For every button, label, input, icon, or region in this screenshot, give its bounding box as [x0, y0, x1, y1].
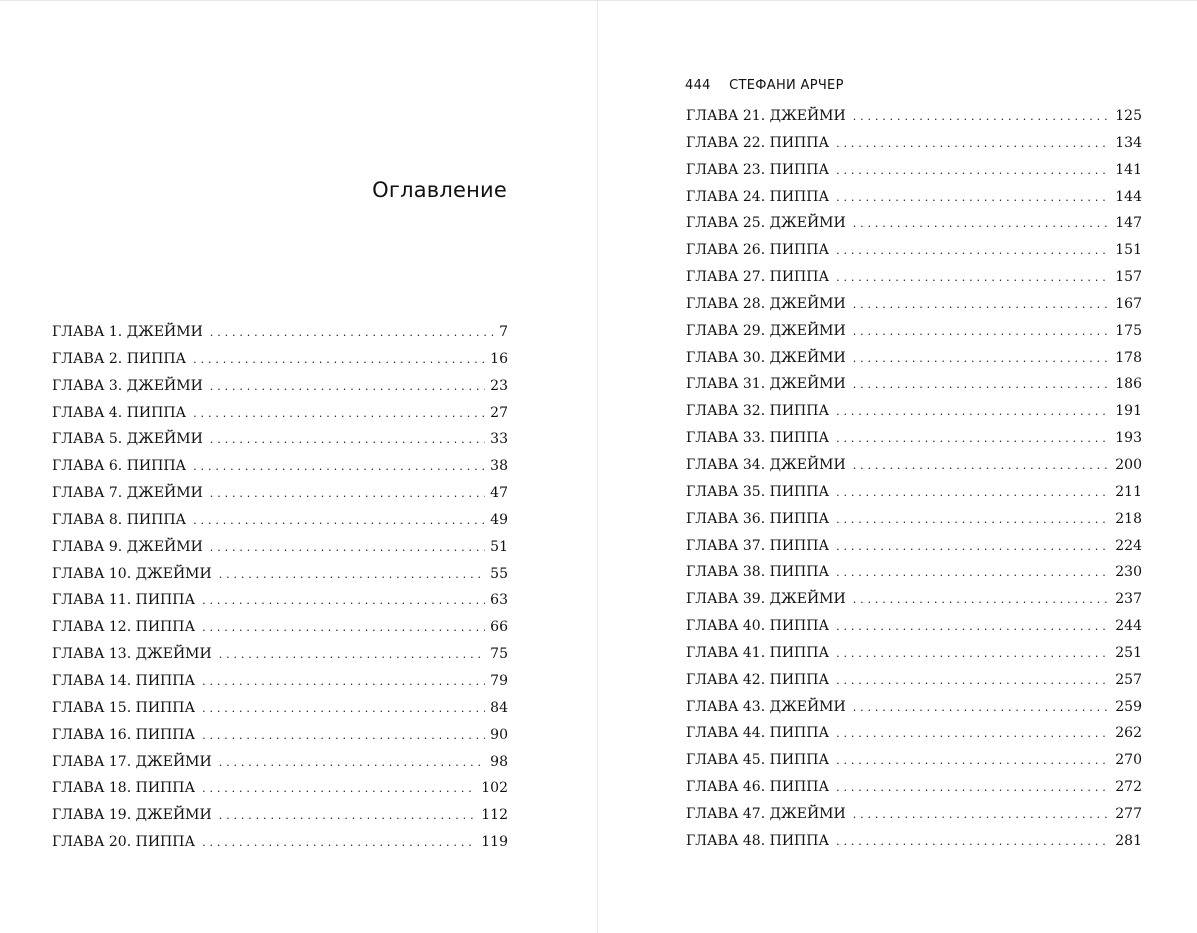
toc-dot-leader: [853, 371, 1111, 398]
toc-dot-leader: [853, 801, 1111, 828]
toc-entry: [686, 479, 1142, 506]
toc-dot-leader: [836, 264, 1110, 291]
toc-entry-label: ГЛАВА 15. ПИППА: [52, 699, 196, 716]
toc-entry-label: ГЛАВА 27. ПИППА: [686, 269, 830, 286]
toc-entry-label: ГЛАВА 38. ПИППА: [686, 564, 830, 581]
toc-dot-leader: [219, 561, 485, 588]
toc-dot-leader: [210, 534, 485, 561]
toc-dot-leader: [202, 587, 485, 614]
toc-entry-label: ГЛАВА 47. ДЖЕЙМИ: [686, 805, 846, 822]
toc-entry-label: ГЛАВА 28. ДЖЕЙМИ: [686, 295, 846, 312]
toc-entry: [52, 829, 508, 856]
toc-entry: [686, 667, 1142, 694]
toc-entry: [52, 426, 508, 453]
toc-entry: [686, 103, 1142, 130]
toc-entry-label: ГЛАВА 6. ПИППА: [52, 458, 187, 475]
toc-entry-label: ГЛАВА 31. ДЖЕЙМИ: [686, 376, 846, 393]
toc-dot-leader: [853, 318, 1111, 345]
toc-dot-leader: [193, 507, 485, 534]
toc-dot-leader: [202, 695, 485, 722]
toc-entry-label: ГЛАВА 37. ПИППА: [686, 537, 830, 554]
toc-entry: [686, 559, 1142, 586]
toc-entry-label: ГЛАВА 16. ПИППА: [52, 726, 196, 743]
toc-entry-page: 119: [481, 834, 508, 851]
toc-entry-page: 112: [481, 807, 508, 824]
toc-entry-page: 47: [490, 485, 508, 502]
toc-entry-label: ГЛАВА 9. ДЖЕЙМИ: [52, 538, 203, 555]
toc-dot-leader: [202, 829, 476, 856]
toc-entry: [686, 586, 1142, 613]
toc-entry: [686, 157, 1142, 184]
toc-entry-page: 98: [490, 753, 508, 770]
toc-entry-page: 79: [490, 672, 508, 689]
toc-entry: [52, 668, 508, 695]
toc-entry-page: 23: [490, 377, 508, 394]
toc-dot-leader: [853, 291, 1111, 318]
toc-dot-leader: [853, 452, 1111, 479]
toc-entry: [52, 561, 508, 588]
toc-entry-label: ГЛАВА 41. ПИППА: [686, 644, 830, 661]
toc-entry-page: 175: [1115, 322, 1142, 339]
toc-entry-label: ГЛАВА 2. ПИППА: [52, 350, 187, 367]
toc-entry-page: 63: [490, 592, 508, 609]
toc-dot-leader: [836, 747, 1110, 774]
toc-dot-leader: [836, 828, 1110, 855]
toc-entry: [686, 452, 1142, 479]
toc-entry-page: 75: [490, 646, 508, 663]
toc-dot-leader: [193, 346, 485, 373]
toc-entry-page: 157: [1115, 269, 1142, 286]
toc-entry: [686, 613, 1142, 640]
toc-entry: [686, 318, 1142, 345]
toc-entry: [52, 507, 508, 534]
toc-entry-page: 193: [1115, 430, 1142, 447]
toc-entry: [686, 801, 1142, 828]
toc-entry-page: 200: [1115, 456, 1142, 473]
toc-entry-page: 262: [1115, 725, 1142, 742]
toc-dot-leader: [836, 613, 1110, 640]
toc-entry-page: 33: [490, 431, 508, 448]
toc-entry-page: 16: [490, 350, 508, 367]
toc-entry-page: 281: [1115, 832, 1142, 849]
toc-entry-label: ГЛАВА 8. ПИППА: [52, 511, 187, 528]
toc-entry: [686, 264, 1142, 291]
toc-title: Оглавление: [372, 178, 507, 202]
toc-entry-page: 277: [1115, 805, 1142, 822]
right-page: [598, 1, 1197, 933]
toc-entry-page: 218: [1115, 510, 1142, 527]
toc-entry-page: 251: [1115, 644, 1142, 661]
toc-entry: [52, 453, 508, 480]
toc-entry: [686, 533, 1142, 560]
running-head: [685, 77, 844, 95]
toc-dot-leader: [853, 210, 1111, 237]
toc-entry-label: ГЛАВА 13. ДЖЕЙМИ: [52, 646, 212, 663]
toc-entry: [686, 425, 1142, 452]
toc-entry-page: 102: [481, 780, 508, 797]
toc-entry-label: ГЛАВА 40. ПИППА: [686, 618, 830, 635]
toc-entry-label: ГЛАВА 35. ПИППА: [686, 483, 830, 500]
toc-entry-label: ГЛАВА 1. ДЖЕЙМИ: [52, 324, 203, 340]
toc-entry: [686, 130, 1142, 157]
toc-entry: [52, 775, 508, 802]
left-toc-list: [52, 319, 508, 856]
toc-dot-leader: [202, 722, 485, 749]
toc-entry-label: ГЛАВА 11. ПИППА: [52, 592, 196, 609]
toc-entry-page: 90: [490, 726, 508, 743]
toc-entry-page: 151: [1115, 242, 1142, 259]
toc-entry-label: ГЛАВА 48. ПИППА: [686, 832, 830, 849]
toc-dot-leader: [836, 184, 1110, 211]
toc-dot-leader: [836, 157, 1110, 184]
toc-dot-leader: [219, 641, 485, 668]
toc-entry-page: 178: [1115, 349, 1142, 366]
toc-dot-leader: [210, 373, 485, 400]
toc-entry: [686, 210, 1142, 237]
toc-entry: [52, 802, 508, 829]
toc-dot-leader: [202, 775, 476, 802]
toc-entry-page: 134: [1115, 134, 1142, 151]
right-toc-list: [686, 103, 1142, 855]
toc-entry-label: ГЛАВА 12. ПИППА: [52, 619, 196, 636]
toc-dot-leader: [202, 614, 485, 641]
toc-entry-label: ГЛАВА 23. ПИППА: [686, 161, 830, 178]
toc-dot-leader: [836, 506, 1110, 533]
toc-entry-page: 237: [1115, 591, 1142, 608]
toc-entry: [686, 720, 1142, 747]
toc-dot-leader: [853, 694, 1111, 721]
toc-entry-page: 84: [490, 699, 508, 716]
toc-entry-label: ГЛАВА 26. ПИППА: [686, 242, 830, 259]
toc-entry: [52, 373, 508, 400]
toc-entry-label: ГЛАВА 18. ПИППА: [52, 780, 196, 797]
toc-entry-page: 224: [1115, 537, 1142, 554]
toc-entry-label: ГЛАВА 32. ПИППА: [686, 403, 830, 420]
toc-dot-leader: [219, 802, 477, 829]
toc-dot-leader: [836, 425, 1110, 452]
toc-entry: [686, 371, 1142, 398]
toc-dot-leader: [853, 586, 1111, 613]
toc-entry-label: ГЛАВА 34. ДЖЕЙМИ: [686, 456, 846, 473]
toc-dot-leader: [836, 533, 1110, 560]
toc-entry-page: 144: [1115, 188, 1142, 205]
toc-entry-label: ГЛАВА 25. ДЖЕЙМИ: [686, 215, 846, 232]
toc-entry-label: ГЛАВА 3. ДЖЕЙМИ: [52, 377, 203, 394]
toc-entry-label: ГЛАВА 5. ДЖЕЙМИ: [52, 431, 203, 448]
toc-dot-leader: [836, 667, 1110, 694]
toc-entry-page: 49: [490, 511, 508, 528]
toc-dot-leader: [836, 640, 1110, 667]
toc-entry: [686, 506, 1142, 533]
toc-entry-page: 66: [490, 619, 508, 636]
toc-entry: [52, 695, 508, 722]
toc-entry: [686, 774, 1142, 801]
toc-dot-leader: [836, 130, 1110, 157]
toc-entry-page: 211: [1115, 483, 1142, 500]
toc-dot-leader: [210, 426, 485, 453]
toc-entry-label: ГЛАВА 39. ДЖЕЙМИ: [686, 591, 846, 608]
toc-entry-page: 7: [499, 324, 508, 340]
toc-entry-page: 125: [1115, 108, 1142, 124]
toc-entry: [52, 319, 508, 346]
toc-entry: [686, 184, 1142, 211]
toc-dot-leader: [836, 237, 1110, 264]
left-page: [0, 1, 597, 933]
toc-dot-leader: [219, 749, 485, 776]
toc-entry-page: 38: [490, 458, 508, 475]
toc-entry-page: 259: [1115, 698, 1142, 715]
toc-entry-page: 55: [490, 565, 508, 582]
toc-entry-label: ГЛАВА 30. ДЖЕЙМИ: [686, 349, 846, 366]
toc-dot-leader: [210, 480, 485, 507]
toc-entry-label: ГЛАВА 45. ПИППА: [686, 752, 830, 769]
toc-entry-page: 272: [1115, 779, 1142, 796]
toc-entry-label: ГЛАВА 24. ПИППА: [686, 188, 830, 205]
toc-entry-label: ГЛАВА 7. ДЖЕЙМИ: [52, 485, 203, 502]
toc-entry-label: ГЛАВА 10. ДЖЕЙМИ: [52, 565, 212, 582]
toc-entry-label: ГЛАВА 19. ДЖЕЙМИ: [52, 807, 212, 824]
toc-entry-label: ГЛАВА 14. ПИППА: [52, 672, 196, 689]
toc-entry-label: ГЛАВА 22. ПИППА: [686, 134, 830, 151]
toc-entry-label: ГЛАВА 36. ПИППА: [686, 510, 830, 527]
toc-entry: [52, 749, 508, 776]
toc-entry-label: ГЛАВА 43. ДЖЕЙМИ: [686, 698, 846, 715]
toc-dot-leader: [836, 720, 1110, 747]
toc-entry-label: ГЛАВА 21. ДЖЕЙМИ: [686, 108, 846, 124]
toc-entry: [686, 291, 1142, 318]
toc-entry: [52, 400, 508, 427]
toc-entry: [52, 587, 508, 614]
running-head-author: СТЕФАНИ АРЧЕР: [729, 78, 844, 93]
toc-entry-label: ГЛАВА 44. ПИППА: [686, 725, 830, 742]
toc-dot-leader: [210, 319, 494, 346]
toc-entry: [686, 345, 1142, 372]
toc-entry-page: 27: [490, 404, 508, 421]
toc-entry-page: 244: [1115, 618, 1142, 635]
toc-entry-label: ГЛАВА 29. ДЖЕЙМИ: [686, 322, 846, 339]
toc-entry: [686, 747, 1142, 774]
toc-entry-page: 270: [1115, 752, 1142, 769]
toc-dot-leader: [836, 398, 1110, 425]
toc-entry-page: 191: [1115, 403, 1142, 420]
toc-dot-leader: [853, 345, 1111, 372]
toc-entry: [52, 641, 508, 668]
toc-entry: [52, 722, 508, 749]
toc-entry-label: ГЛАВА 33. ПИППА: [686, 430, 830, 447]
toc-entry: [686, 828, 1142, 855]
toc-entry: [686, 694, 1142, 721]
toc-entry-label: ГЛАВА 4. ПИППА: [52, 404, 187, 421]
toc-entry-page: 51: [490, 538, 508, 555]
toc-entry-page: 230: [1115, 564, 1142, 581]
toc-entry-page: 167: [1115, 295, 1142, 312]
toc-entry-page: 257: [1115, 671, 1142, 688]
toc-entry-label: ГЛАВА 17. ДЖЕЙМИ: [52, 753, 212, 770]
running-head-page-number: 444: [685, 78, 711, 93]
toc-dot-leader: [202, 668, 485, 695]
toc-entry-page: 147: [1115, 215, 1142, 232]
toc-entry: [52, 346, 508, 373]
toc-dot-leader: [193, 400, 485, 427]
toc-dot-leader: [193, 453, 485, 480]
toc-entry: [686, 237, 1142, 264]
toc-entry-page: 141: [1115, 161, 1142, 178]
toc-dot-leader: [836, 774, 1110, 801]
toc-dot-leader: [853, 103, 1111, 130]
toc-entry-page: 186: [1115, 376, 1142, 393]
toc-entry: [52, 614, 508, 641]
toc-entry-label: ГЛАВА 46. ПИППА: [686, 779, 830, 796]
toc-entry-label: ГЛАВА 42. ПИППА: [686, 671, 830, 688]
toc-entry: [52, 534, 508, 561]
toc-entry: [52, 480, 508, 507]
toc-entry: [686, 398, 1142, 425]
toc-entry: [686, 640, 1142, 667]
toc-dot-leader: [836, 559, 1110, 586]
toc-dot-leader: [836, 479, 1110, 506]
toc-entry-label: ГЛАВА 20. ПИППА: [52, 834, 196, 851]
